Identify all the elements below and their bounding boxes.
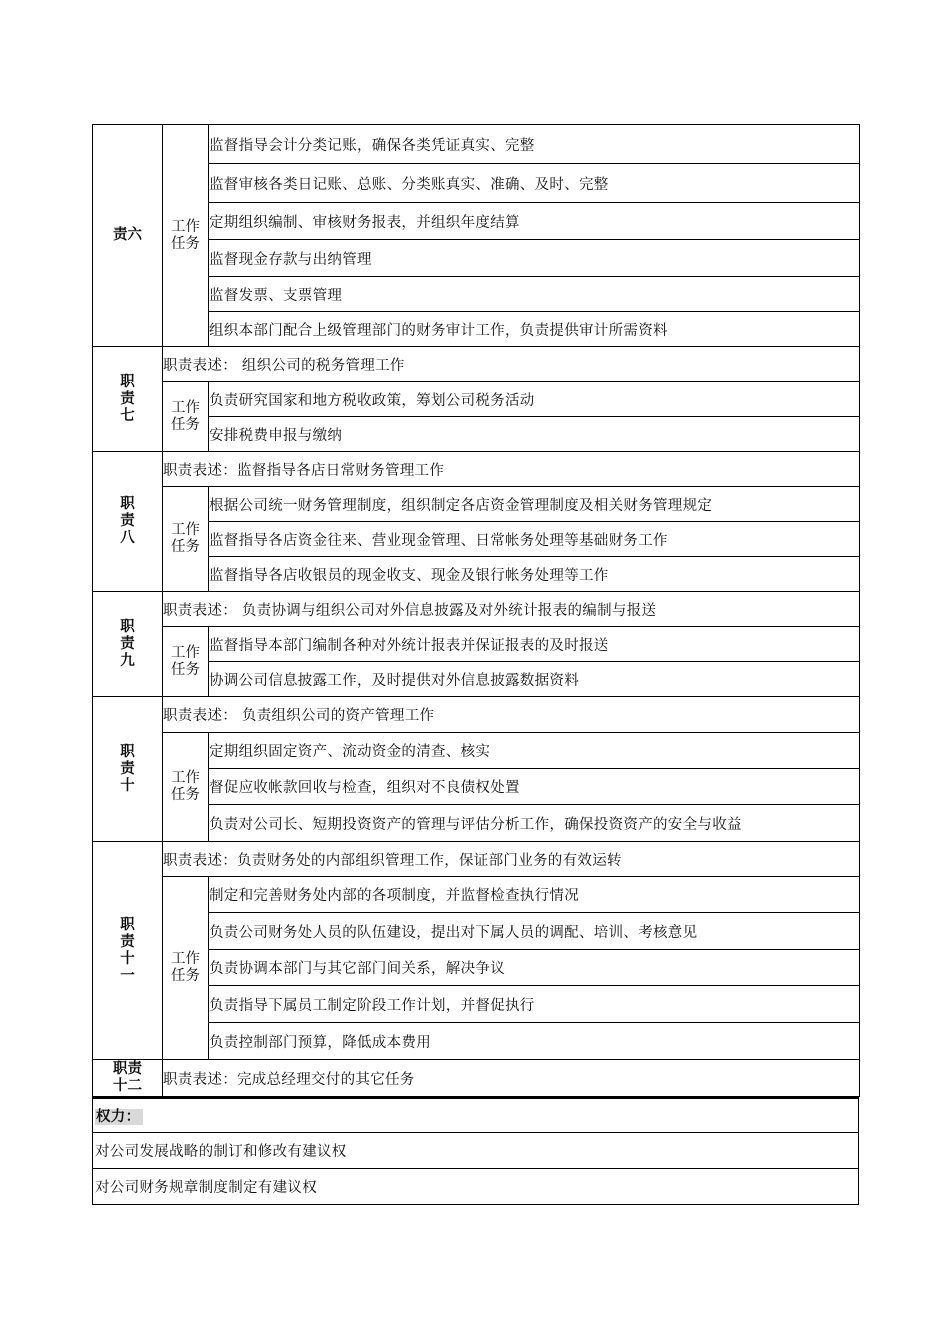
duty10-label: 职责十	[93, 697, 163, 842]
power-item: 对公司财务规章制度制定有建议权	[93, 1168, 859, 1204]
duty-document	[92, 124, 859, 1205]
table-row	[93, 557, 860, 592]
power-table	[92, 1097, 859, 1205]
duty11-description: 职责表述：负责财务处的内部组织管理工作，保证部门业务的有效运转	[163, 842, 860, 877]
duty10-task: 负责对公司长、短期投资资产的管理与评估分析工作，确保投资资产的安全与收益	[209, 805, 860, 842]
duty6-task: 监督发票、支票管理	[209, 277, 860, 312]
table-row	[93, 164, 860, 203]
duty6-task: 监督指导会计分类记账，确保各类凭证真实、完整	[209, 125, 860, 164]
duty7-description: 职责表述： 组织公司的税务管理工作	[163, 347, 860, 382]
duty12-label: 职责十二	[93, 1060, 163, 1097]
duty6-subheading: 工作任务	[163, 125, 209, 347]
duty9-task: 协调公司信息披露工作，及时提供对外信息披露数据资料	[209, 662, 860, 697]
duty6-label: 责六	[93, 125, 163, 347]
duty8-subheading: 工作任务	[163, 487, 209, 592]
table-row	[93, 950, 860, 986]
table-row	[93, 1168, 859, 1204]
duty10-task: 定期组织固定资产、流动资金的清查、核实	[209, 733, 860, 769]
duty10-description: 职责表述： 负责组织公司的资产管理工作	[163, 697, 860, 733]
table-row	[93, 382, 860, 417]
table-row	[93, 203, 860, 240]
table-row	[93, 347, 860, 382]
duties-table	[92, 124, 860, 1097]
duty9-label: 职责九	[93, 592, 163, 697]
duty8-task: 监督指导各店资金往来、营业现金管理、日常帐务处理等基础财务工作	[209, 522, 860, 557]
table-row	[93, 1060, 860, 1097]
duty8-task: 监督指导各店收银员的现金收支、现金及银行帐务处理等工作	[209, 557, 860, 592]
table-row	[93, 913, 860, 950]
table-row	[93, 1132, 859, 1168]
duty10-subheading: 工作任务	[163, 733, 209, 842]
power-heading-cell	[93, 1098, 859, 1132]
table-row	[93, 487, 860, 522]
duty11-task: 负责控制部门预算，降低成本费用	[209, 1023, 860, 1060]
table-row	[93, 592, 860, 627]
table-row	[93, 697, 860, 733]
duty9-subheading: 工作任务	[163, 627, 209, 697]
table-row	[93, 877, 860, 913]
table-row	[93, 277, 860, 312]
table-row	[93, 125, 860, 164]
duty8-description: 职责表述：监督指导各店日常财务管理工作	[163, 452, 860, 487]
duty8-task: 根据公司统一财务管理制度，组织制定各店资金管理制度及相关财务管理规定	[209, 487, 860, 522]
table-row	[93, 662, 860, 697]
duty6-task: 监督现金存款与出纳管理	[209, 240, 860, 277]
power-item: 对公司发展战略的制订和修改有建议权	[93, 1132, 859, 1168]
table-row	[93, 522, 860, 557]
table-row	[93, 1023, 860, 1060]
table-row	[93, 986, 860, 1023]
duty11-subheading: 工作任务	[163, 877, 209, 1060]
duty11-task: 负责协调本部门与其它部门间关系，解决争议	[209, 950, 860, 986]
duty9-task: 监督指导本部门编制各种对外统计报表并保证报表的及时报送	[209, 627, 860, 662]
duty9-description: 职责表述： 负责协调与组织公司对外信息披露及对外统计报表的编制与报送	[163, 592, 860, 627]
duty11-task: 制定和完善财务处内部的各项制度，并监督检查执行情况	[209, 877, 860, 913]
duty6-task: 监督审核各类日记账、总账、分类账真实、准确、及时、完整	[209, 164, 860, 203]
duty11-task: 负责指导下属员工制定阶段工作计划，并督促执行	[209, 986, 860, 1023]
duty7-task: 负责研究国家和地方税收政策，筹划公司税务活动	[209, 382, 860, 417]
duty6-task: 组织本部门配合上级管理部门的财务审计工作，负责提供审计所需资料	[209, 312, 860, 347]
duty8-label: 职责八	[93, 452, 163, 592]
power-heading: 权力：	[95, 1109, 143, 1125]
duty10-task: 督促应收帐款回收与检查，组织对不良债权处置	[209, 769, 860, 805]
duty6-task: 定期组织编制、审核财务报表，并组织年度结算	[209, 203, 860, 240]
duty11-label: 职责十一	[93, 842, 163, 1060]
table-row	[93, 627, 860, 662]
duty11-task: 负责公司财务处人员的队伍建设，提出对下属人员的调配、培训、考核意见	[209, 913, 860, 950]
table-row	[93, 1098, 859, 1132]
table-row	[93, 805, 860, 842]
table-row	[93, 769, 860, 805]
table-row	[93, 240, 860, 277]
duty7-label: 职责七	[93, 347, 163, 452]
table-row	[93, 733, 860, 769]
duty7-task: 安排税费申报与缴纳	[209, 417, 860, 452]
table-row	[93, 452, 860, 487]
table-row	[93, 312, 860, 347]
table-row	[93, 842, 860, 877]
table-row	[93, 417, 860, 452]
duty12-description: 职责表述：完成总经理交付的其它任务	[163, 1060, 860, 1097]
duty7-subheading: 工作任务	[163, 382, 209, 452]
